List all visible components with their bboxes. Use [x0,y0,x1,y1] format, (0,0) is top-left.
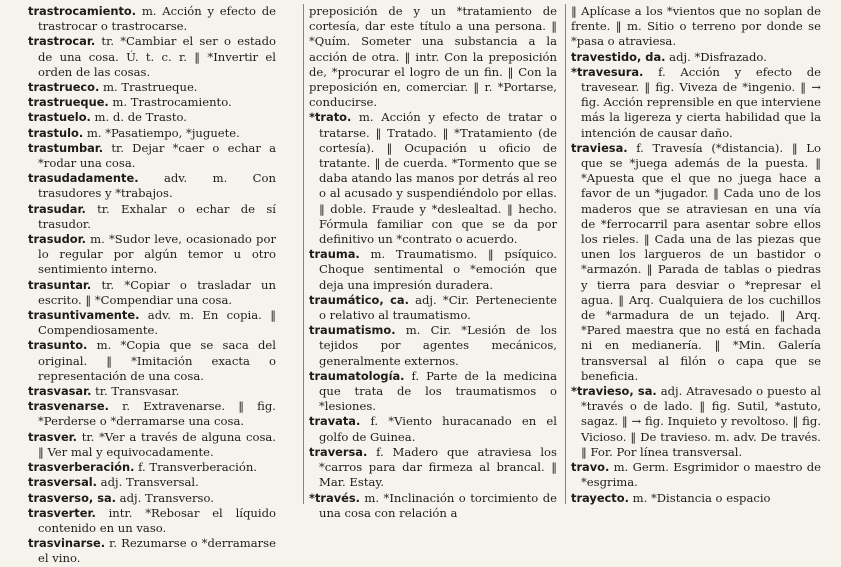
entry-definition: f. Acción y efecto de travesear. ‖ fig. Viveza de *ingenio. ‖ → fig. Acción reprensible en que interviene más la ligereza y cierta habilidad que la intención de causar daño. [581,64,821,140]
entry-headword: trastrocar. [28,34,96,49]
entry-definition: tr. *Cambiar el ser o estado de una cosa. Ú. t. c. r. ‖ *Invertir el orden de las cosas. [38,34,276,79]
dictionary-entry [309,293,557,323]
entry-headword: traversa. [309,444,368,459]
dictionary-entry [309,110,557,247]
entry-headword: trastrueque. [28,95,109,110]
dictionary-entry [28,141,276,171]
entry-headword: trastrueco. [28,80,100,95]
entry-definition: m. Germ. Esgrimidor o maestro de *esgrima. [581,460,821,490]
entry-headword: traumatismo. [309,323,396,338]
entry-definition: adj. Transversal. [97,475,199,490]
entry-headword: trastuelo. [28,110,91,125]
dictionary-entry [28,384,276,399]
dictionary-entry [28,278,276,308]
dictionary-entry [28,338,276,384]
entry-definition: adj. Transverso. [116,490,214,505]
entry-definition: adv. m. Con trasudores y *trabajos. [38,171,276,201]
entry-headword: travata. [309,414,361,429]
dictionary-entry [571,460,821,490]
entry-headword: trasuntivamente. [28,308,140,323]
entry-headword: trastrocamiento. [28,4,137,18]
entry-headword: travestido, da. [571,49,666,64]
entry-headword: travo. [571,460,610,475]
entry-definition: m. *Copia que se saca del original. ‖ *Imitación exacta o representación de una cosa. [38,338,276,383]
dictionary-entry [28,126,276,141]
entry-headword: trasunto. [28,338,88,353]
dictionary-column-3 [565,4,821,504]
dictionary-entry [309,414,557,444]
entry-definition: tr. Dejar *caer o echar a *rodar una cosa. [38,140,276,171]
dictionary-entry [28,475,276,490]
dictionary-entry [28,110,276,125]
entry-definition: m. Traumatismo. ‖ psíquico. Choque sentimental o *emoción que deja una impresión duradera. [319,247,557,292]
entry-headword: trasvinarse. [28,536,106,551]
entry-headword: trasverso, sa. [28,490,116,505]
entry-headword: trasverter. [28,505,96,520]
entry-definition: adj. *Disfrazado. [665,49,767,64]
entry-definition: m. Acción y efecto de tratar o tratarse. ‖ Tratado. ‖ *Tratamiento (de cortesía). ‖ Ocupación u oficio de tratante. ‖ de cuerda. *Tormento que se daba atando las manos por detrás al reo o al acusado y suspendiéndolo por ellas. ‖ doble. Fraude y *deslealtad. ‖ hecho. Fórmula familiar con que se da por definitivo un *contrato o acuerdo. [319,110,557,247]
dictionary-entry [28,460,276,475]
entry-headword: trasverberación. [28,460,135,475]
entry-definition: f. Madero que atraviesa los *carros para dar firmeza al brancal. ‖ Mar. Estay. [319,444,557,490]
dictionary-entry [28,430,276,460]
entry-headword: trastumbar. [28,140,104,155]
entry-headword: traumatología. [309,368,405,383]
dictionary-entry [28,232,276,278]
entry-headword: trastulo. [28,125,84,140]
entry-definition: adj. Atravesado o puesto al *través o de lado. ‖ fig. Sutil, *astuto, sagaz. ‖ → fig. Inquieto y revoltoso. ‖ fig. Vicioso. ‖ De travieso. m. adv. De través. ‖ For. Por línea transversal. [581,384,822,459]
entry-headword: *través. [309,490,360,505]
dictionary-entry [309,491,557,521]
entry-headword: trasudadamente. [28,171,139,186]
entry-definition: intr. *Rebosar el líquido contenido en un vaso. [38,505,276,535]
dictionary-entry [28,4,276,34]
entry-headword: trasvenarse. [28,399,109,414]
entry-definition: r. Extravenarse. ‖ fig. *Perderse o *derramarse una cosa. [38,399,276,429]
entry-definition: adv. m. En copia. ‖ Compendiosamente. [38,308,276,338]
dictionary-entry [28,34,276,80]
entry-definition: tr. Transvasar. [91,384,180,399]
continued-text: ‖ Aplícase a los *vientos que no soplan de frente. ‖ m. Sitio o terreno por donde se *pasa o atraviesa. [571,4,821,49]
dictionary-entry [28,491,276,506]
dictionary-entry [571,491,821,506]
entry-definition: m. Trastrueque. [99,80,198,95]
dictionary-column-2 [303,4,557,520]
entry-definition: adj. *Cir. Perteneciente o relativo al traumatismo. [319,292,557,323]
entry-headword: *trato. [309,110,352,125]
dictionary-entry [28,536,276,566]
entry-definition: m. *Distancia o espacio [628,490,771,505]
dictionary-entry [571,65,821,141]
dictionary-entry [28,308,276,338]
dictionary-entry [28,202,276,232]
entry-definition: m. d. de Trasto. [90,110,187,125]
continued-text: preposición de y un *tratamiento de cortesía, dar este título a una persona. ‖ *Quím. Someter una substancia a la acción de otra. ‖ intr. Con la preposición de, *procurar el logro de un fin. ‖ Con la preposición en, comerciar. ‖ r. *Portarse, conducirse. [309,4,557,110]
entry-headword: *travieso, sa. [571,384,657,399]
dictionary-entry [309,369,557,415]
entry-definition: m. Trastrocamiento. [108,95,232,110]
entry-headword: *travesura. [571,64,644,79]
dictionary-entry [28,171,276,201]
entry-headword: trasudar. [28,201,86,216]
entry-definition: f. Transverberación. [134,460,257,475]
dictionary-entry [28,80,276,95]
entry-definition: m. *Pasatiempo, *juguete. [83,125,240,140]
dictionary-entry [28,399,276,429]
entry-definition: m. *Inclinación o torcimiento de una cosa con relación a [319,490,557,520]
dictionary-entry [309,323,557,369]
dictionary-entry [309,445,557,491]
entry-definition: f. *Viento huracanado en el golfo de Guinea. [319,414,557,444]
entry-headword: traumático, ca. [309,292,409,307]
entry-definition: m. Cir. *Lesión de los tejidos por agentes mecánicos, generalmente externos. [319,323,557,368]
dictionary-entry [309,247,557,293]
entry-headword: trasver. [28,429,77,444]
entry-definition: f. Parte de la medicina que trata de los traumatismos o *lesiones. [319,368,557,414]
entry-headword: trasvasar. [28,384,92,399]
dictionary-entry [571,384,821,460]
dictionary-entry [28,506,276,536]
entry-headword: trasuntar. [28,277,92,292]
entry-definition: f. Travesía (*distancia). ‖ Lo que se *juega además de la puesta. ‖ *Apuesta que el que no juega hace a favor de un *jugador. ‖ Cada uno de los maderos que se atraviesan en una vía de *ferrocarril para asentar sobre ellos los rieles. ‖ Cada una de las piezas que unen los largueros de un bastidor o *armazón. ‖ Parada de tablas o piedras y tierra para desviar o *represar el agua. ‖ Arq. Cualquiera de los cuchillos de *armadura de un tejado. ‖ Arq. *Pared maestra que no está en fachada ni en medianería. ‖ *Min. Galería transversal al filón o capa que se beneficia. [581,140,821,383]
entry-definition: tr. Exhalar o echar de sí trasudor. [38,201,276,231]
entry-definition: r. Rezumarse o *derramarse el vino. [38,536,276,566]
entry-definition: m. Acción y efecto de trastrocar o trastrocarse. [38,4,276,34]
dictionary-entry [571,141,821,384]
dictionary-column-1 [28,4,276,566]
dictionary-entry [28,95,276,110]
entry-definition: tr. *Copiar o trasladar un escrito. ‖ *Compendiar una cosa. [38,277,276,307]
dictionary-entry [571,50,821,65]
entry-headword: trasudor. [28,232,86,247]
entry-definition: tr. *Ver a través de alguna cosa. ‖ Ver mal y equivocadamente. [38,429,276,459]
entry-headword: trasversal. [28,475,97,490]
entry-headword: traviesa. [571,140,628,155]
entry-definition: m. *Sudor leve, ocasionado por lo regular por algún temor u otro sentimiento interno. [38,232,276,277]
entry-headword: trauma. [309,247,360,262]
entry-headword: trayecto. [571,490,629,505]
